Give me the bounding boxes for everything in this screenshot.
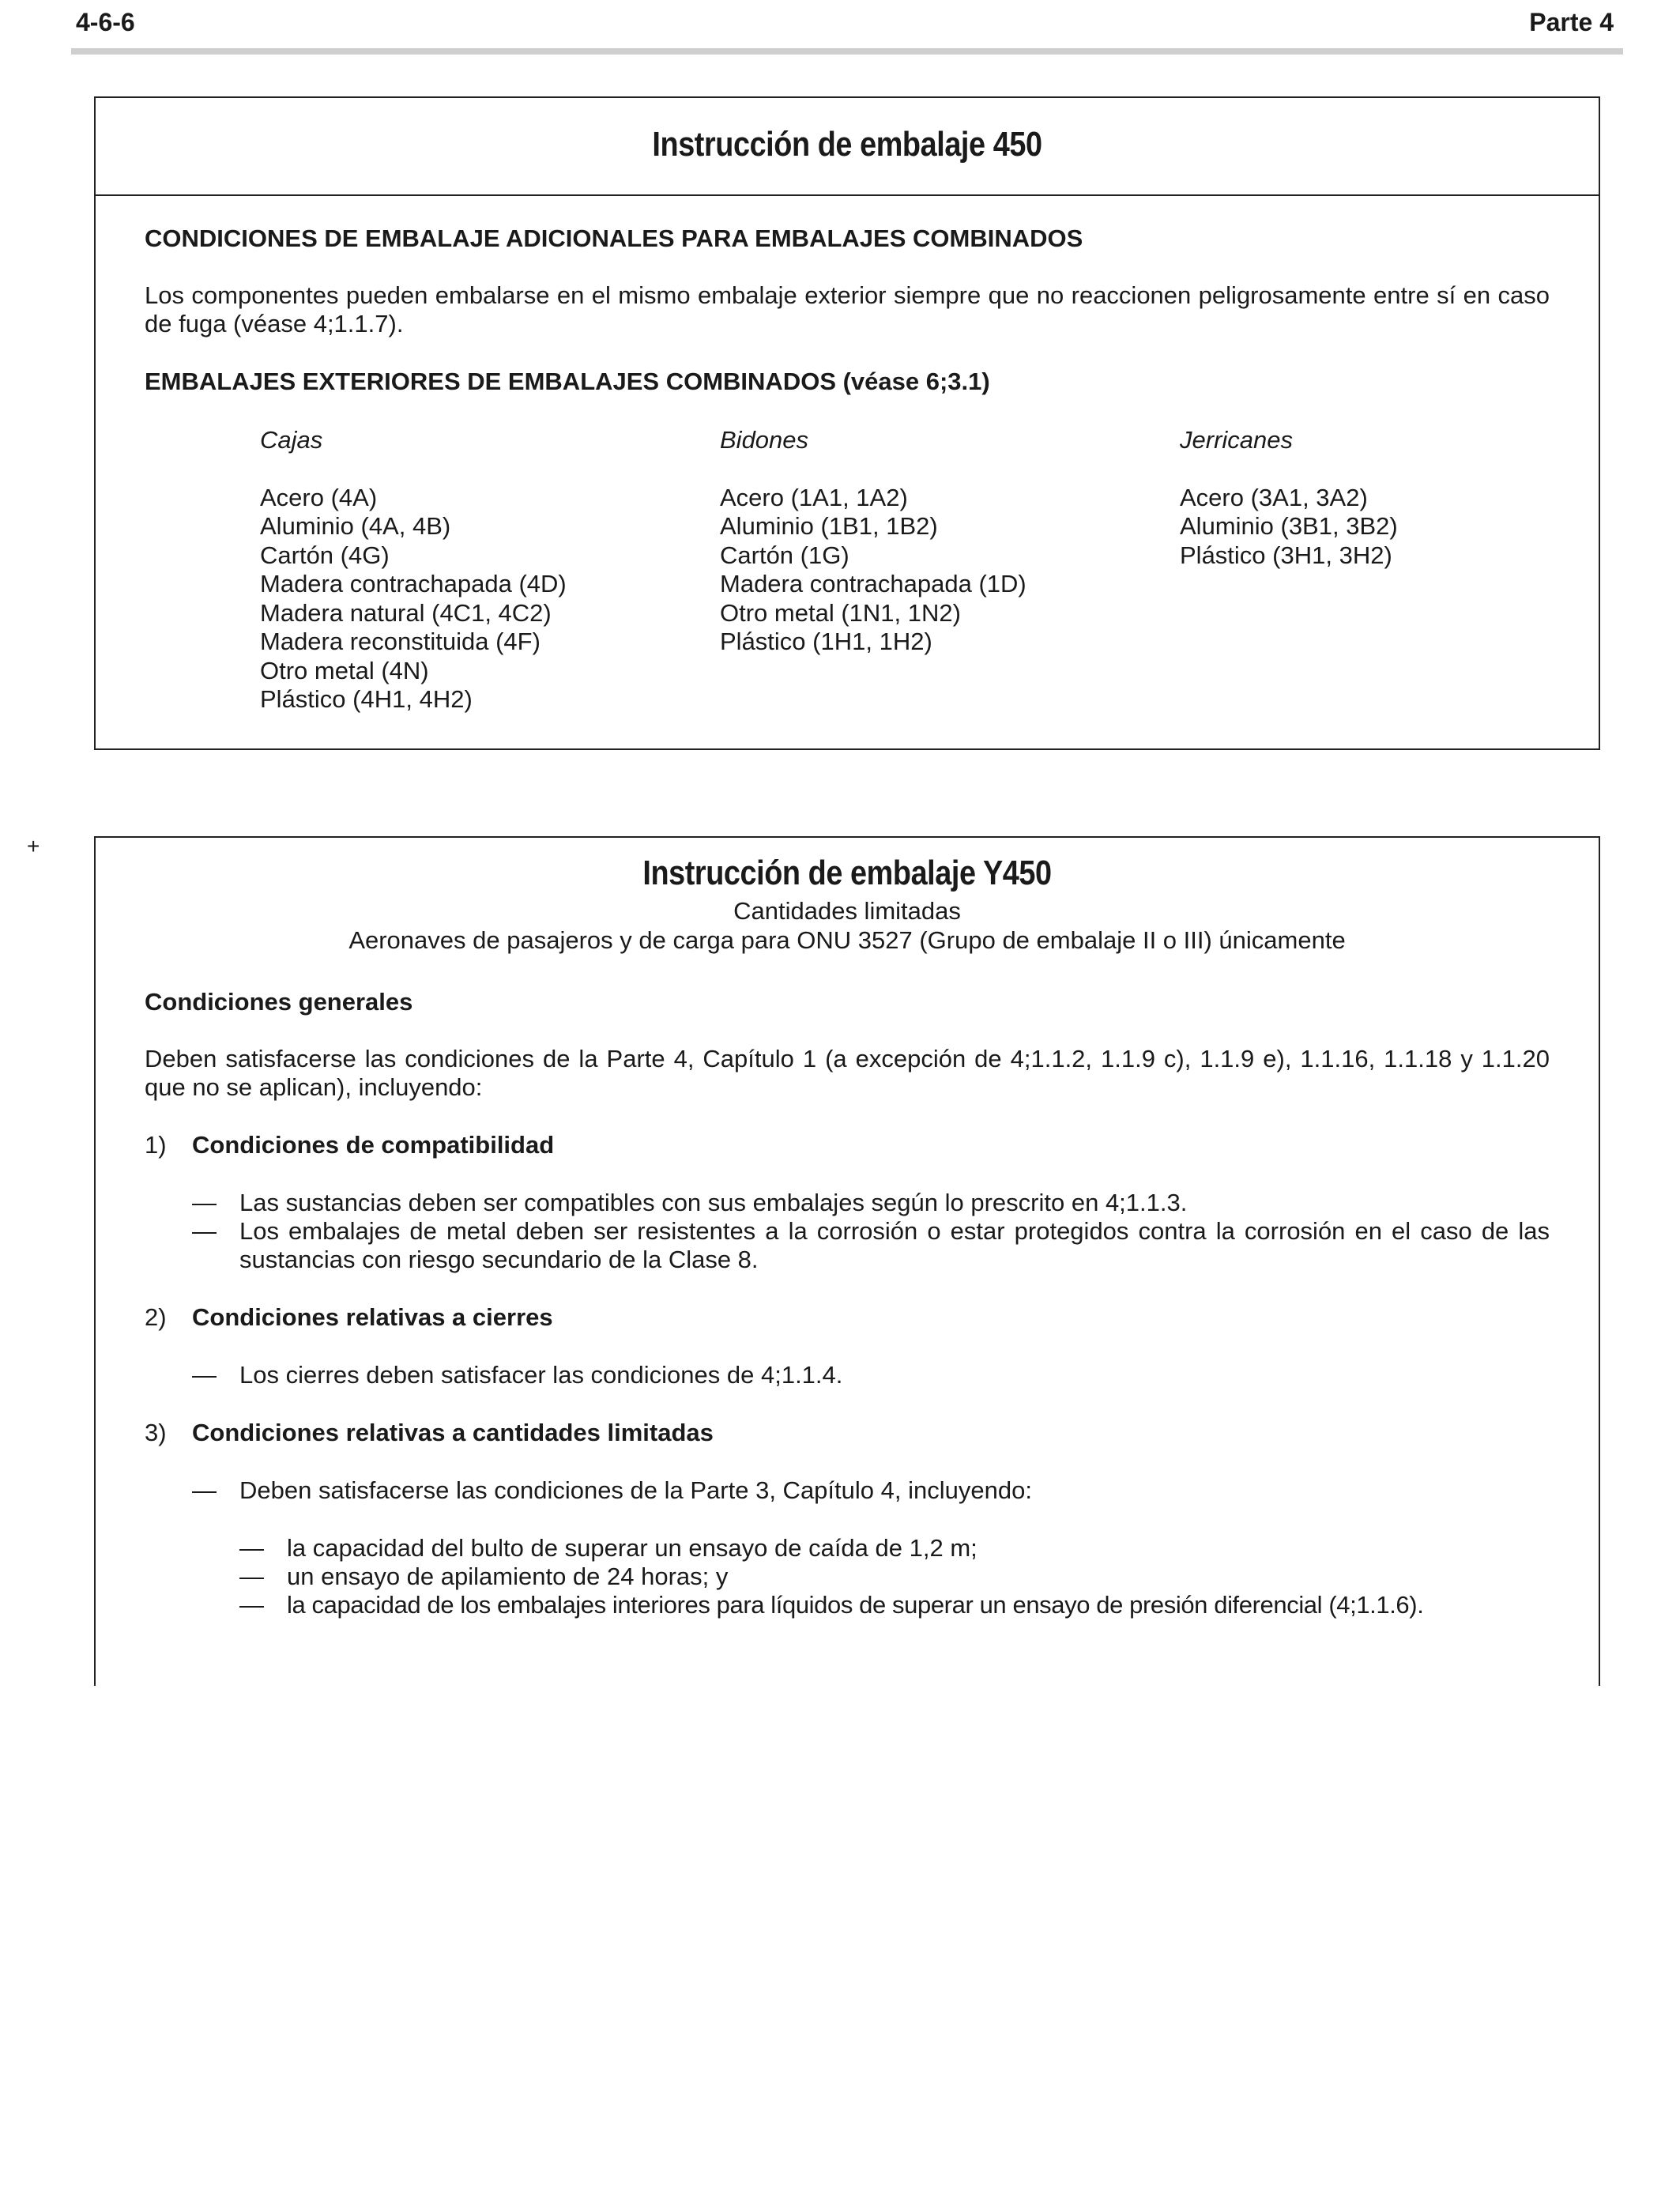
section-compatibility bbox=[145, 1131, 1550, 1159]
list-item: Madera contrachapada (1D) bbox=[720, 570, 1026, 598]
list-item-text: un ensayo de apilamiento de 24 horas; y bbox=[287, 1563, 729, 1590]
dash-bullet: — bbox=[239, 1591, 264, 1619]
dash-bullet: — bbox=[192, 1361, 217, 1389]
section-heading: Condiciones relativas a cantidades limitadas bbox=[192, 1419, 714, 1446]
list-item-text: la capacidad de los embalajes interiores para líquidos de superar un ensayo de presión diferencial (4;1.1.6). bbox=[287, 1591, 1424, 1619]
section-limited-quantities bbox=[145, 1419, 1550, 1447]
section-closures bbox=[145, 1303, 1550, 1332]
column-cajas bbox=[260, 426, 718, 714]
page-number: 4-6-6 bbox=[76, 8, 135, 36]
packing-instruction-y450-box bbox=[94, 836, 1600, 1686]
list-item-text: Las sustancias deben ser compatibles con sus embalajes según lo prescrito en 4;1.1.3. bbox=[239, 1189, 1188, 1216]
list-item: Madera natural (4C1, 4C2) bbox=[260, 598, 552, 627]
general-conditions-heading: Condiciones generales bbox=[145, 988, 413, 1016]
list-item bbox=[192, 1189, 1550, 1217]
list-item: Plástico (1H1, 1H2) bbox=[720, 628, 932, 655]
page-header bbox=[71, 3, 1618, 47]
list-item: Aluminio (1B1, 1B2) bbox=[720, 512, 938, 540]
column-jerricanes bbox=[1180, 426, 1638, 570]
list-item-text: la capacidad del bulto de superar un ensayo de caída de 1,2 m; bbox=[287, 1534, 977, 1562]
list-item: Plástico (4H1, 4H2) bbox=[260, 685, 473, 713]
list-item: Acero (3A1, 3A2) bbox=[1180, 483, 1368, 511]
list-item-text: Los embalajes de metal deben ser resistentes a la corrosión o estar protegidos contra la corrosión en el caso de las sustancias con riesgo secundario de la Clase 8. bbox=[239, 1217, 1550, 1273]
y450-title: Instrucción de embalaje Y450 bbox=[642, 854, 1052, 892]
margin-mark: + bbox=[27, 834, 40, 858]
list-item: Otro metal (4N) bbox=[260, 656, 429, 684]
additional-conditions-heading: CONDICIONES DE EMBALAJE ADICIONALES PARA EMBALAJES COMBINADOS bbox=[145, 224, 1083, 252]
dash-bullet: — bbox=[239, 1534, 264, 1562]
column-header: Bidones bbox=[720, 426, 809, 454]
list-item: Acero (1A1, 1A2) bbox=[720, 483, 908, 511]
list-item: Aluminio (4A, 4B) bbox=[260, 512, 451, 540]
column-header: Jerricanes bbox=[1180, 426, 1293, 454]
list-item bbox=[192, 1217, 1550, 1274]
header-rule bbox=[71, 48, 1623, 55]
pi450-content bbox=[145, 224, 1550, 396]
dash-bullet: — bbox=[192, 1476, 217, 1504]
packing-instruction-450-box bbox=[94, 96, 1600, 750]
dash-bullet: — bbox=[192, 1217, 217, 1245]
list-item bbox=[192, 1476, 1550, 1505]
list-item: Plástico (3H1, 3H2) bbox=[1180, 541, 1392, 569]
section-heading: Condiciones relativas a cierres bbox=[192, 1303, 553, 1331]
list-item-text: Los cierres deben satisfacer las condiciones de 4;1.1.4. bbox=[239, 1361, 843, 1389]
y450-subtitle-limited: Cantidades limitadas bbox=[733, 897, 961, 925]
dash-bullet: — bbox=[239, 1563, 264, 1590]
sub-list-item bbox=[239, 1534, 1550, 1563]
y450-subtitle-aircraft: Aeronaves de pasajeros y de carga para ONU 3527 (Grupo de embalaje II o III) únicamente bbox=[348, 926, 1346, 954]
section-number: 1) bbox=[145, 1131, 167, 1159]
column-bidones bbox=[720, 426, 1178, 657]
additional-conditions-text: Los componentes pueden embalarse en el mismo embalaje exterior siempre que no reaccionen peligrosamente entre sí en caso de fuga (véase 4;1.1.7). bbox=[145, 281, 1550, 337]
sub-list-item bbox=[239, 1591, 1550, 1619]
pi450-title-bar bbox=[96, 98, 1599, 196]
list-item: Cartón (4G) bbox=[260, 541, 390, 569]
part-label: Parte 4 bbox=[1529, 8, 1614, 36]
list-item: Cartón (1G) bbox=[720, 541, 849, 569]
section-number: 2) bbox=[145, 1303, 167, 1331]
list-item-text: Deben satisfacerse las condiciones de la Parte 3, Capítulo 4, incluyendo: bbox=[239, 1476, 1032, 1504]
outer-packagings-heading: EMBALAJES EXTERIORES DE EMBALAJES COMBINADOS (véase 6;3.1) bbox=[145, 368, 990, 395]
pi450-title: Instrucción de embalaje 450 bbox=[652, 125, 1042, 164]
sub-list-item bbox=[239, 1563, 1550, 1591]
general-conditions-text: Deben satisfacerse las condiciones de la Parte 4, Capítulo 1 (a excepción de 4;1.1.2, 1.1.9 c), 1.1.9 e), 1.1.16, 1.1.18 y 1.1.20 que no se aplican), incluyendo: bbox=[145, 1045, 1550, 1101]
list-item bbox=[192, 1361, 1550, 1389]
column-header: Cajas bbox=[260, 426, 323, 454]
list-item: Acero (4A) bbox=[260, 483, 378, 511]
list-item: Madera contrachapada (4D) bbox=[260, 570, 567, 598]
dash-bullet: — bbox=[192, 1189, 217, 1216]
section-number: 3) bbox=[145, 1419, 167, 1446]
list-item: Madera reconstituida (4F) bbox=[260, 628, 541, 655]
list-item: Aluminio (3B1, 3B2) bbox=[1180, 512, 1398, 540]
section-heading: Condiciones de compatibilidad bbox=[192, 1131, 555, 1159]
y450-content bbox=[145, 988, 1550, 1619]
list-item: Otro metal (1N1, 1N2) bbox=[720, 598, 961, 627]
